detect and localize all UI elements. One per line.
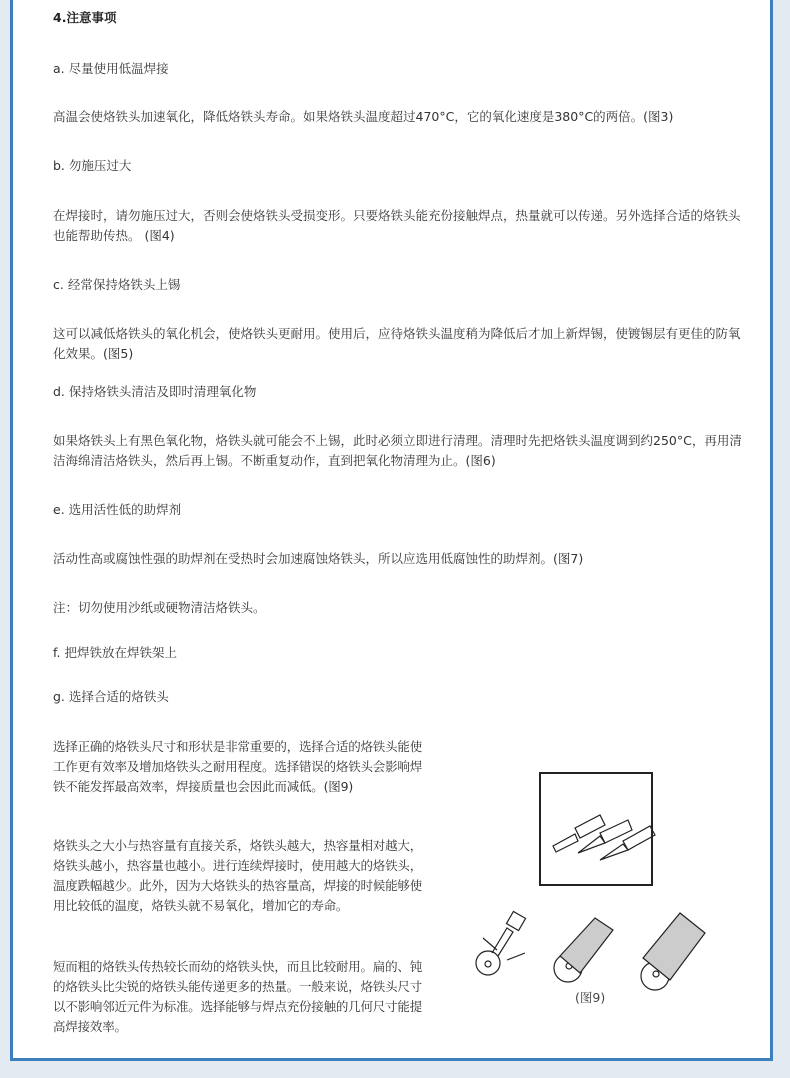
item-g-heading: g. 选择合适的烙铁头 bbox=[53, 689, 169, 704]
large-tip-icon bbox=[641, 913, 705, 990]
item-a-text: 高温会使烙铁头加速氧化，降低烙铁头寿命。如果烙铁头温度超过470°C，它的氧化速度是380°C的两倍。(图3) bbox=[53, 109, 674, 124]
item-b-text: 在焊接时，请勿施压过大，否则会使烙铁头受损变形。只要烙铁头能充份接触焊点，热量就可以传递。另外选择合适的烙铁头也能帮助传热。 (图4) bbox=[53, 208, 741, 243]
item-d-heading: d. 保持烙铁头清洁及即时清理氧化物 bbox=[53, 384, 257, 399]
figure-caption: (图9) bbox=[575, 990, 606, 1005]
item-e-text: 活动性高或腐蚀性强的助焊剂在受热时会加速腐蚀烙铁头，所以应选用低腐蚀性的助焊剂。(图7) bbox=[53, 551, 584, 566]
item-g-text-3: 短而粗的烙铁头传热较长而幼的烙铁头快，而且比较耐用。扁的、钝的烙铁头比尖锐的烙铁头能传递更多的热量。一般来说，烙铁头尺寸以不影响邻近元件为标准。选择能够与焊点充份接触的几何尺寸能提高焊接效率。 bbox=[53, 959, 423, 1034]
tip-pointed-icon bbox=[600, 826, 655, 860]
medium-tip-icon bbox=[554, 918, 613, 982]
item-b-heading: b. 勿施压过大 bbox=[53, 158, 132, 173]
soldering-tips-illustration bbox=[465, 768, 725, 1018]
section-title: 4.注意事项 bbox=[53, 10, 117, 25]
item-e-heading: e. 选用活性低的助焊剂 bbox=[53, 502, 182, 517]
item-g-text-1: 选择正确的烙铁头尺寸和形状是非常重要的，选择合适的烙铁头能使工作更有效率及增加烙铁头之耐用程度。选择错误的烙铁头会影响焊铁不能发挥最高效率，焊接质量也会因此而减低。(图9) bbox=[53, 739, 423, 794]
item-c-heading: c. 经常保持烙铁头上锡 bbox=[53, 277, 181, 292]
note-text: 注：切勿使用沙纸或硬物清洁烙铁头。 bbox=[53, 600, 266, 615]
item-g-text-2: 烙铁头之大小与热容量有直接关系，烙铁头越大，热容量相对越大，烙铁头越小，热容量也越小。进行连续焊接时，使用越大的烙铁头，温度跌幅越少。此外，因为大烙铁头的热容量高，焊接的时候能够使用比较低的温度，烙铁头就不易氧化，增加它的寿命。 bbox=[53, 838, 423, 913]
small-tip-icon bbox=[476, 911, 526, 975]
item-f-heading: f. 把焊铁放在焊铁架上 bbox=[53, 645, 177, 660]
item-c-text: 这可以减低烙铁头的氧化机会，使烙铁头更耐用。使用后，应待烙铁头温度稍为降低后才加上新焊锡，使镀锡层有更佳的防氧化效果。(图5) bbox=[53, 326, 741, 361]
item-d-text: 如果烙铁头上有黑色氧化物，烙铁头就可能会不上锡，此时必须立即进行清理。清理时先把烙铁头温度调到约250°C，再用清洁海绵清洁烙铁头，然后再上锡。不断重复动作，直到把氧化物清理为止。(图6) bbox=[53, 433, 742, 468]
item-a-heading: a. 尽量使用低温焊接 bbox=[53, 61, 169, 76]
